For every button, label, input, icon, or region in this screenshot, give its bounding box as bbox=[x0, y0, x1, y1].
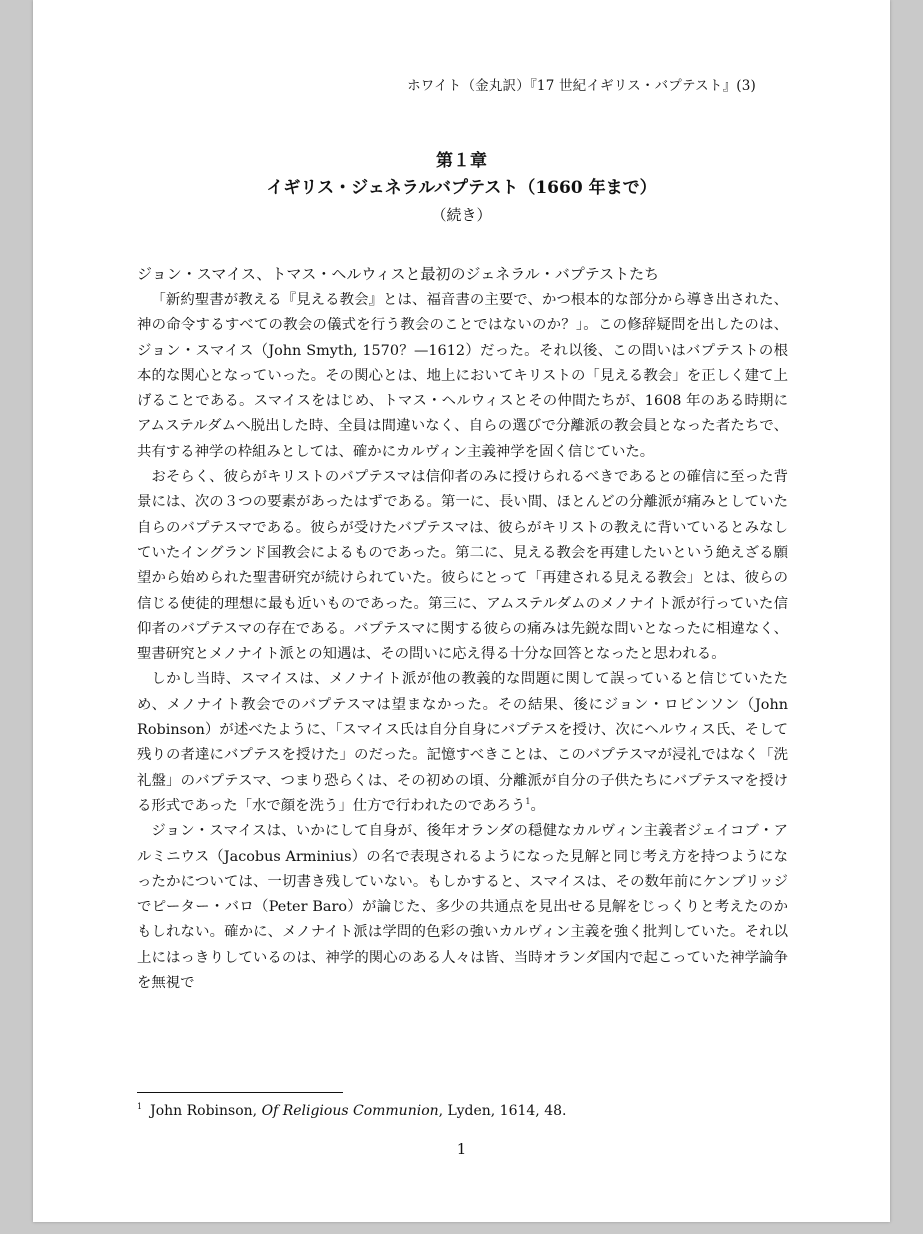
chapter-subtitle: （続き） bbox=[431, 206, 492, 224]
running-header: ホワイト（金丸訳）『17 世紀イギリス・バプテスト』(3) bbox=[407, 78, 756, 94]
document-page bbox=[33, 0, 890, 1222]
paragraph: ジョン・スマイスは、いかにして自身が、後年オランダの穏健なカルヴィン主義者ジェイコブ・アルミニウス（Jacobus Arminius）の名で表現されるようになった見解と同じ考え方を持つようになったかについては、一切書き残していない。もしかすると、スマイスは、その数年前にケンブリッジでピーター・バロ（Peter Baro）が論じた、多少の共通点を見出せる見解をじっくりと考えたのかもしれない。確かに、メノナイト派は学問的色彩の強いカルヴィン主義を強く批判していた。それ以上にはっきりしているのは、神学的関心のある人々は皆、当時オランダ国内で起こっていた神学論争を無視で bbox=[137, 823, 788, 992]
footnote-author: John Robinson, bbox=[150, 1103, 262, 1119]
chapter-title: イギリス・ジェネラルバプテスト（1660 年まで） bbox=[266, 178, 657, 198]
body-text bbox=[137, 262, 788, 996]
section-heading: ジョン・スマイス、トマス・ヘルウィスと最初のジェネラル・バプテストたち bbox=[137, 265, 660, 283]
paragraph: おそらく、彼らがキリストのバプテスマは信仰者のみに授けられるべきであるとの確信に至った背景には、次の３つの要素があったはずである。第一に、長い間、ほとんどの分離派が痛みとしていた自らのバプテスマである。彼らが受けたバプテスマは、彼らがキリストの教えに背いているとみなしていたイングランド国教会によるものであった。第二に、見える教会を再建したいという絶えざる願望から始められた聖書研究が続けられていた。彼らにとって「再建される見える教会」とは、彼らの信じる使徒的理想に最も近いものであった。第三に、アムステルダムのメノナイト派が行っていた信仰者のバプテスマの存在である。バプテスマに関する彼らの痛みは先鋭な問いとなったに相違なく、聖書研究とメノナイト派との知遇は、その問いに応え得る十分な回答となったと思われる。 bbox=[137, 469, 788, 663]
footnote-details: , Lyden, 1614, 48. bbox=[438, 1103, 567, 1119]
footnote-reference[interactable]: 1 bbox=[525, 797, 531, 807]
footnote-work-title: Of Religious Communion bbox=[261, 1103, 439, 1119]
chapter-number: 第１章 bbox=[436, 151, 487, 171]
footnote-marker: 1 bbox=[137, 1102, 143, 1112]
paragraph: 「新約聖書が教える『見える教会』とは、福音書の主要で、かつ根本的な部分から導き出された、神の命令するすべての教会の儀式を行う教会のことではないのか？」。この修辞疑問を出したのは、ジョン・スマイス（John Smyth, 1570？—1612）だった。それ以後、この問いはバプテストの根本的な関心となっていった。その関心とは、地上においてキリストの「見える教会」を正しく建て上げることである。スマイスをはじめ、トマス・ヘルウィスとその仲間たちが、1608 年のある時期にアムステルダムへ脱出した時、全員は間違いなく、自らの選びで分離派の教会員となった者たちで、共有する神学の枠組みとしては、確かにカルヴィン主義神学を固く信じていた。 bbox=[137, 292, 788, 460]
paragraph-text: しかし当時、スマイスは、メノナイト派が他の教義的な問題に関して誤っていると信じていたため、メノナイト教会でのバプテスマは望まなかった。その結果、後にジョン・ロビンソン（John Robinson）が述べたように、「スマイス氏は自分自身にバプテスを授け、次にヘルウィス氏、そして残りの者達にバプテスを授けた」のだった。記憶すべきことは、このバプテスマが浸礼ではなく「洗礼盤」のバプテスマ、つまり恐らくは、その初めの頃、分離派が自分の子供たちにバプテスマを授ける形式であった「水で顔を洗う」仕方で行われたのであろう bbox=[137, 671, 788, 814]
footnote-divider bbox=[137, 1092, 343, 1093]
paragraph bbox=[137, 667, 788, 819]
chapter-heading bbox=[33, 148, 890, 229]
page-number: 1 bbox=[456, 1140, 467, 1158]
footnote bbox=[137, 1101, 788, 1121]
paragraph-end: 。 bbox=[530, 797, 545, 814]
